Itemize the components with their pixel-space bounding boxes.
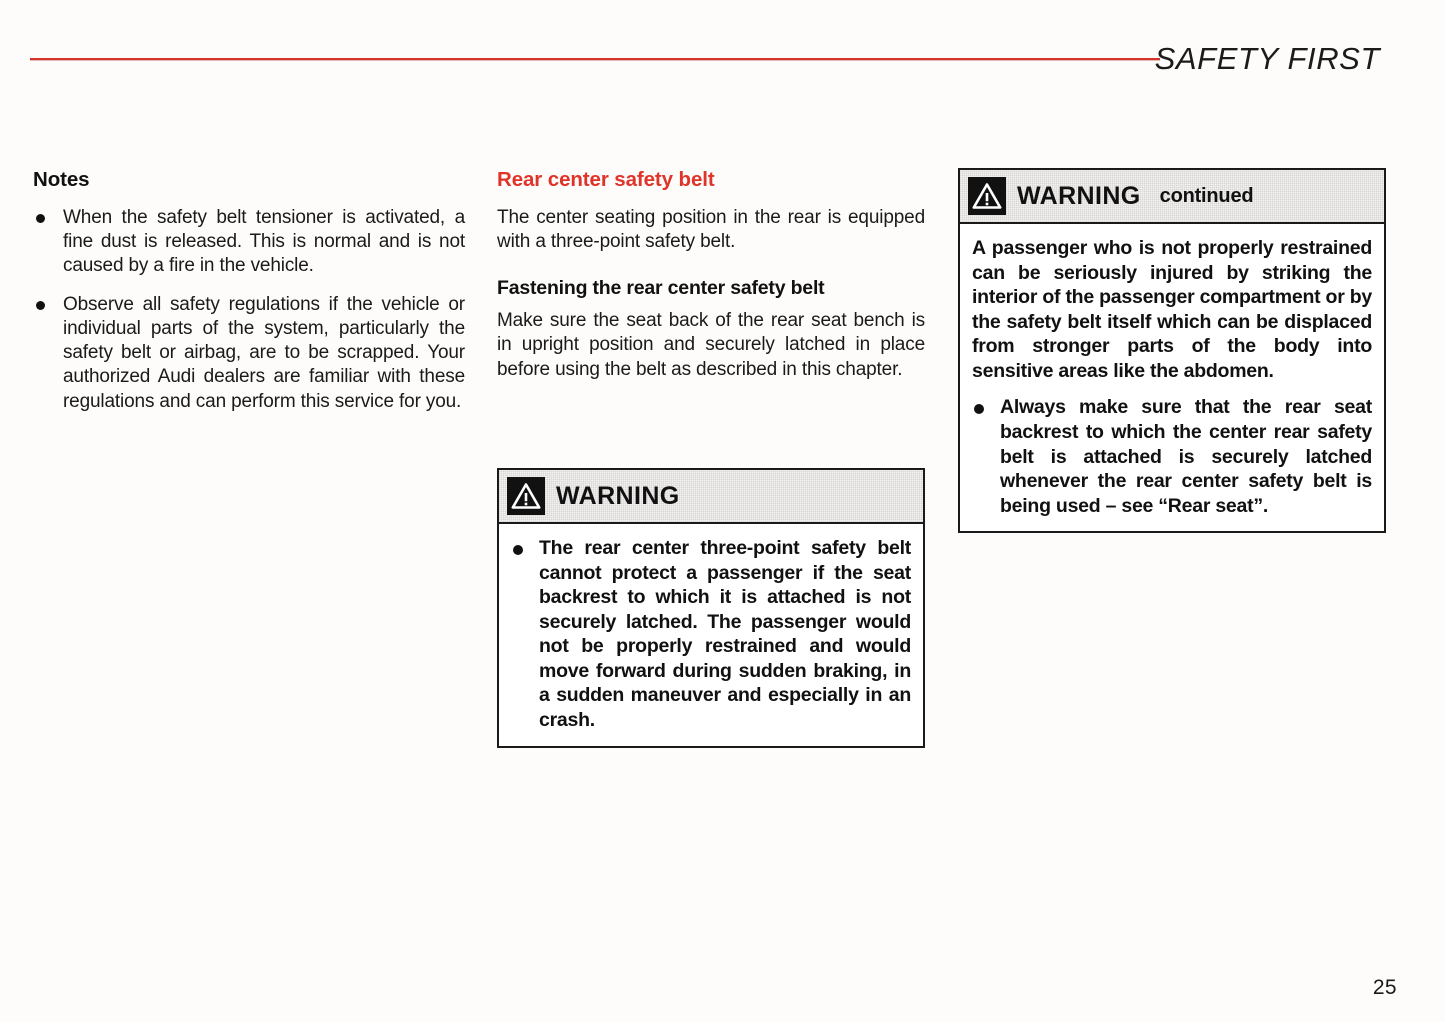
warning-body [499,524,923,746]
bullet-dot-icon [513,545,523,555]
warning-paragraph-2-text: Always make sure that the rear seat backrest to which the center rear safety belt is attached is securely latched whenever the rear center safety belt is being used – see “Rear seat”. [1000,396,1372,517]
warning-box-middle [497,468,925,748]
page-number: 25 [1372,976,1397,999]
warning-header [499,470,923,524]
warning-paragraph-2 [972,395,1372,518]
middle-column [497,168,925,382]
warning-triangle-icon [968,177,1006,215]
notes-bullet-2-text: Observe all safety regulations if the vehicle or individual parts of the system, particularly the safety belt or airbag, are to be scrapped. Your authorized Audi dealers are familiar with these regulations and can perform this service for you. [63,293,465,412]
bullet-dot-icon [36,301,45,310]
page-title: SAFETY FIRST [1154,41,1380,76]
warning-paragraph-1-text: The rear center three-point safety belt cannot protect a passenger if the seat backrest to which it is attached is not securely latched. The passenger would not be properly restrained and would move forward during sudden braking, in a sudden maneuver and especially in an crash. [539,537,911,731]
warning-body [960,224,1384,531]
notes-bullet-2 [33,293,465,415]
header-rule [30,58,1160,60]
notes-heading: Notes [33,168,90,191]
warning-paragraph-1: A passenger who is not properly restrained can be seriously injured by striking the interior of the passenger compartment or by the safety belt itself which can be displaced from stronger parts of the body into sensitive areas like the abdomen. [972,237,1372,382]
warning-box-right [958,168,1386,533]
left-column [33,168,465,428]
page-header [0,0,1445,100]
warning-title: WARNING [1017,181,1141,210]
rear-center-safety-belt-heading: Rear center safety belt [497,168,715,191]
warning-header-continued [960,170,1384,224]
notes-bullet-1-text: When the safety belt tensioner is activated, a fine dust is released. This is normal and is not caused by a fire in the vehicle. [63,206,465,277]
bullet-dot-icon [36,214,45,223]
warning-triangle-icon [507,477,545,515]
warning-paragraph-1 [511,536,911,733]
fastening-subheading: Fastening the rear center safety belt [497,277,825,300]
warning-continued-label: continued [1159,185,1254,207]
bullet-dot-icon [974,404,984,414]
notes-bullet-1 [33,206,465,279]
rear-center-intro-paragraph: The center seating position in the rear is equipped with a three-point safety belt. [497,206,925,252]
warning-title: WARNING [556,481,680,510]
fastening-body-paragraph: Make sure the seat back of the rear seat bench is in upright position and securely latched in place before using the belt as described in this chapter. [497,310,925,380]
